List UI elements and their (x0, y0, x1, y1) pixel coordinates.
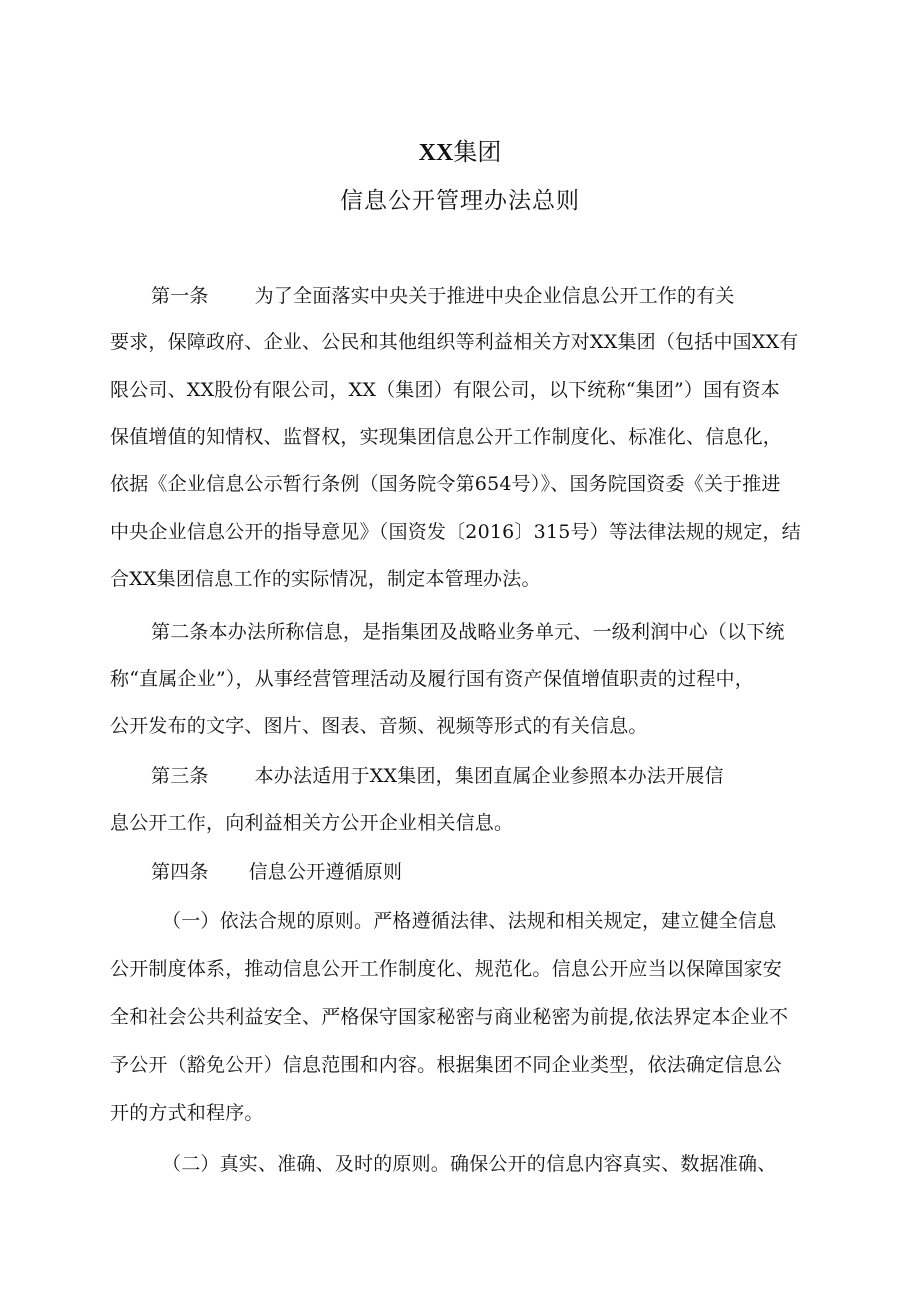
article-4-text: 信息公开遵循原则 (248, 861, 403, 883)
article-1-text: 为了全面落实中央关于推进中央企业信息公开工作的有关 (254, 285, 735, 307)
article-1-label: 第一条 (151, 285, 209, 307)
article-1-line: 要求，保障政府、企业、公民和其他组织等利益相关方对XX集团（包括中国XX有 (110, 331, 799, 353)
article-2-line: 公开发布的文字、图片、图表、音频、视频等形式的有关信息。 (110, 715, 648, 737)
title-rest: 集团 (453, 138, 502, 166)
article-1-line: 合XX集团信息工作的实际情况，制定本管理办法。 (110, 568, 541, 590)
article-4-label: 第四条 (151, 861, 209, 883)
principle-2-line: （二）真实、准确、及时的原则。确保公开的信息内容真实、数据准确、 (162, 1153, 777, 1175)
title-xx: XX (418, 140, 454, 166)
article-2-line: 称“直属企业”），从事经营管理活动及履行国有资产保值增值职责的过程中， (110, 668, 754, 690)
article-3-label: 第三条 (151, 765, 209, 787)
article-3-first-line (151, 764, 724, 788)
principle-1-line: （一）依法合规的原则。严格遵循法律、法规和相关规定，建立健全信息 (162, 910, 777, 932)
article-2-line: 第二条本办法所称信息，是指集团及战略业务单元、一级利润中心（以下统 (151, 621, 785, 643)
article-4-line (151, 860, 402, 884)
article-3-text: 本办法适用于XX集团，集团直属企业参照本办法开展信 (254, 765, 724, 787)
document-title (0, 137, 920, 168)
principle-1-line: 开的方式和程序。 (110, 1102, 264, 1124)
principle-1-line: 全和社会公共利益安全、严格保守国家秘密与商业秘密为前提,依法界定本企业不 (110, 1006, 789, 1028)
article-1-first-line (151, 284, 735, 308)
article-1-line: 中央企业信息公开的指导意见》（国资发〔2016〕315号）等法律法规的规定，结 (110, 521, 801, 543)
article-1-line: 保值增值的知情权、监督权，实现集团信息公开工作制度化、标准化、信息化， (110, 426, 783, 448)
principle-1-line: 公开制度体系，推动信息公开工作制度化、规范化。信息公开应当以保障国家安 (110, 958, 783, 980)
document-subtitle: 信息公开管理办法总则 (340, 188, 580, 214)
article-1-line: 依据《企业信息公示暂行条例（国务院令第654号）》、国务院国资委《关于推进 (110, 473, 781, 495)
principle-1-line: 予公开（豁免公开）信息范围和内容。根据集团不同企业类型，依法确定信息公 (110, 1054, 783, 1076)
article-1-line: 限公司、XX股份有限公司，XX（集团）有限公司，以下统称“集团”）国有资本 (110, 379, 780, 401)
article-3-line: 息公开工作，向利益相关方公开企业相关信息。 (110, 812, 514, 834)
